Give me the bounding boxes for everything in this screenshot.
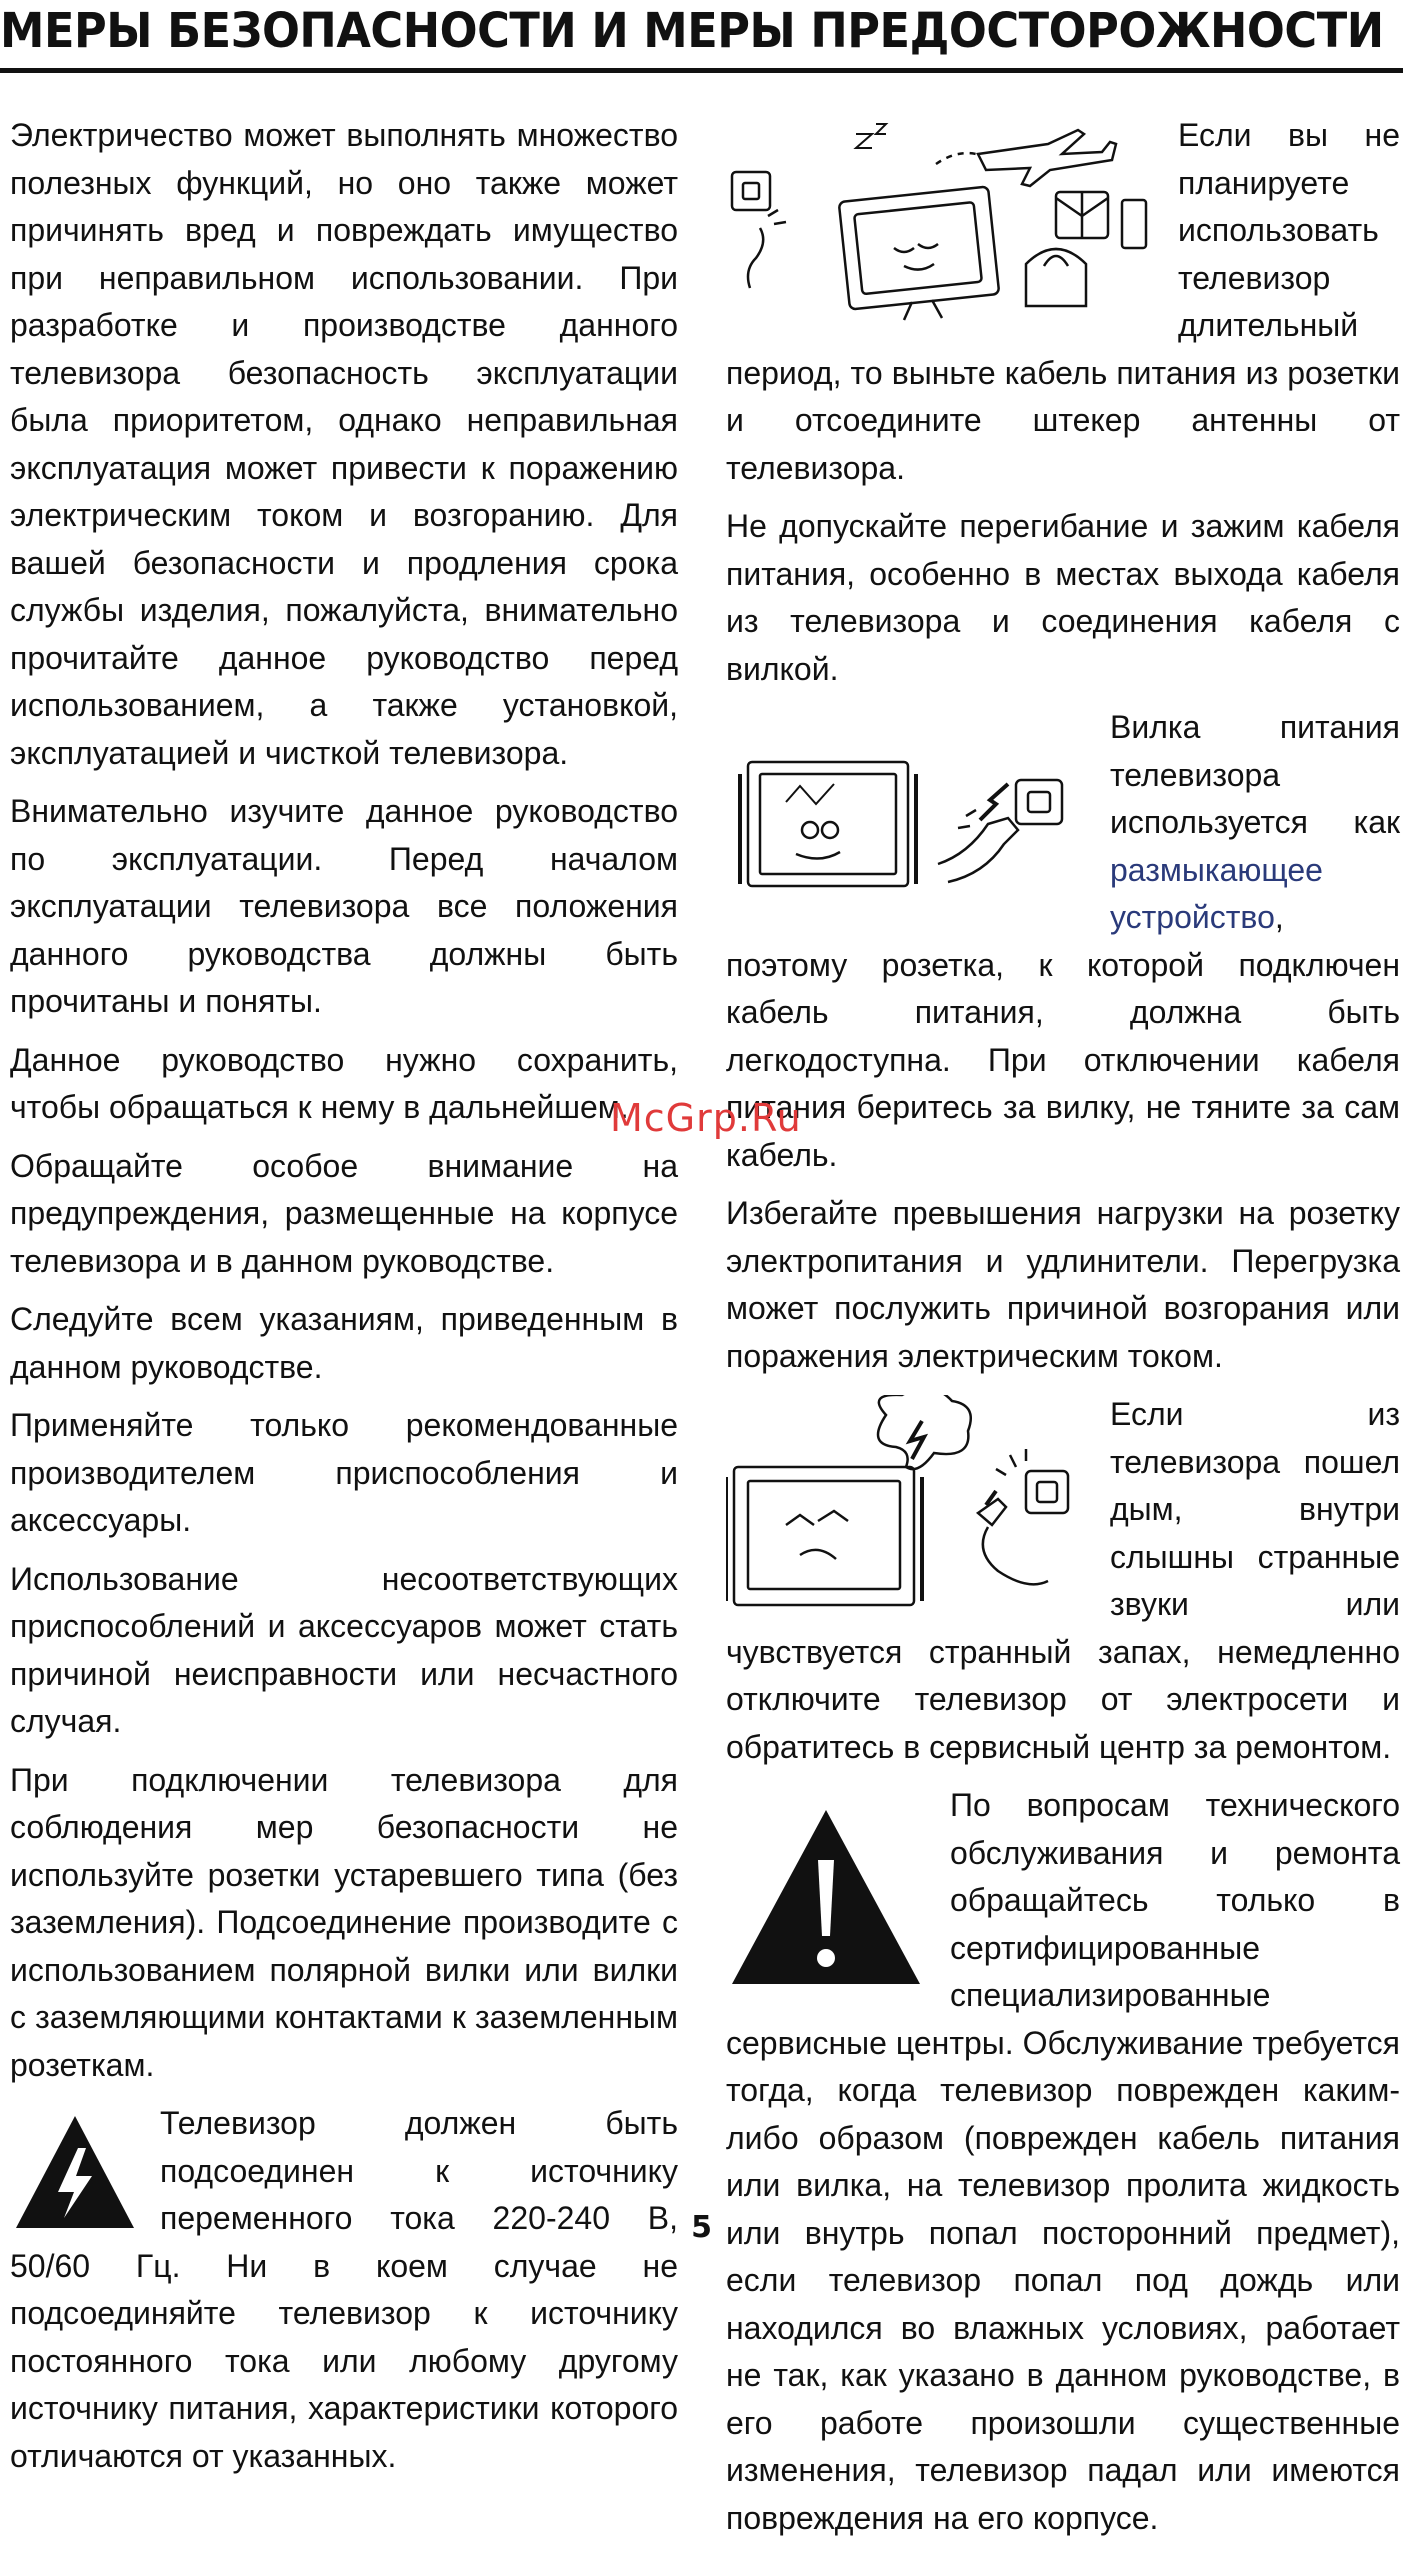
paragraph-with-illustration [726,112,1400,492]
paragraph: Данное руководство нужно сохранить, чтобы обращаться к нему в дальнейшем. [10,1041,678,1125]
paragraph-text: Если вы не планируете использовать телевизор длительный период, то выньте кабель питания из розетки и отсоедините штекер антенны от телевизора. [726,117,1400,486]
tv-unplug-travel-illustration [726,116,1164,334]
tv-power-plug-illustration [726,744,1096,904]
warning-exclamation-icon [726,1802,926,2002]
paragraph: Внимательно изучите данное руководство по эксплуатации. Перед началом эксплуатации телевизора все положения данного руководства должны быть прочитаны и поняты. [10,793,678,1019]
paragraph-text: По вопросам технического обслуживания и ремонта обращайтесь только в сертифицированные специализированные сервисные центры. Обслуживание требуется тогда, когда телевизор поврежден каким-либо образом (поврежден кабель питания или вилка, на телевизор пролита жидкость или внутрь попал посторонний предмет), если телевизор попал под дождь или находился во влажных условиях, работает не так, как указано в данном руководстве, в его работе произошли существенные изменения, телевизор падал или имеются повреждения на его корпусе. [726,1787,1400,2536]
paragraph-text: Если из телевизора пошел дым, внутри слышны странные звуки или чувствуется странный запах, немедленно отключите телевизор от электросети и обратитесь в сервисный центр за ремонтом. [726,1396,1400,1765]
left-column [10,112,678,2491]
paragraph-text: Телевизор должен быть подсоединен к источнику переменного тока 220-240 В, 50/60 Гц. Ни в коем случае не подсоединяйте телевизор к источнику постоянного тока или любому другому источнику питания, характеристики которого отличаются от указанных. [10,2105,678,2474]
paragraph: Обращайте особое внимание на предупреждения, размещенные на корпусе телевизора и в данном руководстве. [10,1147,678,1279]
title-rule [0,68,1403,73]
paragraph: При подключении телевизора для соблюдения мер безопасности не используйте розетки устаревшего типа (без заземления). Подсоединение производите с использованием полярной вилки или вилки с заземляющими контактами к заземленным розеткам. [10,1761,678,2083]
watermark-text: McGrp.Ru [610,1096,802,1140]
paragraph: Следуйте всем указаниям, приведенным в данном руководстве. [10,1301,678,1385]
paragraph-with-icon [726,1782,1400,2542]
paragraph-with-illustration [726,704,1400,1179]
paragraph-text-lead: Вилка питания телевизора используется как [1110,709,1400,840]
paragraph: Применяйте только рекомендованные производителем приспособления и аксессуары. [10,1407,678,1538]
page-header [0,0,1403,70]
page-number: 5 [691,2210,712,2245]
right-column [726,112,1400,2553]
paragraph: Электричество может выполнять множество полезных функций, но оно также может причинять вред и повреждать имущество при неправильном использовании. При разработке и производстве данного телевизора безопасность эксплуатации была приоритетом, однако неправильная эксплуатация может привести к поражению электрическим током и возгоранию. Для вашей безопасности и продления срока службы изделия, пожалуйста, внимательно прочитайте данное руководство перед использованием, а также установкой, эксплуатацией и чисткой телевизора. [10,117,678,771]
paragraph-with-illustration [726,1391,1400,1771]
paragraph: Избегайте превышения нагрузки на розетку электропитания и удлинители. Перегрузка может послужить причиной возгорания или поражения электрическим током. [726,1195,1400,1374]
page-title: МЕРЫ БЕЗОПАСНОСТИ И МЕРЫ ПРЕДОСТОРОЖНОСТИ [0,3,1384,59]
paragraph-with-icon [10,2100,678,2480]
paragraph-text-tail: , поэтому розетка, к которой подключен кабель питания, должна быть легкодоступна. При отключении кабеля питания беритесь за вилку, не тяните за сам кабель. [726,899,1400,1173]
tv-smoke-unplug-illustration [726,1395,1096,1627]
paragraph: Использование несоответствующих приспособлений и аксессуаров может стать причиной неисправности или несчастного случая. [10,1560,678,1739]
paragraph: Не допускайте перегибание и зажим кабеля питания, особенно в местах выхода кабеля из телевизора и соединения кабеля с вилкой. [726,508,1400,687]
paragraph-text-highlight: размыкающее устройство [1110,851,1323,935]
